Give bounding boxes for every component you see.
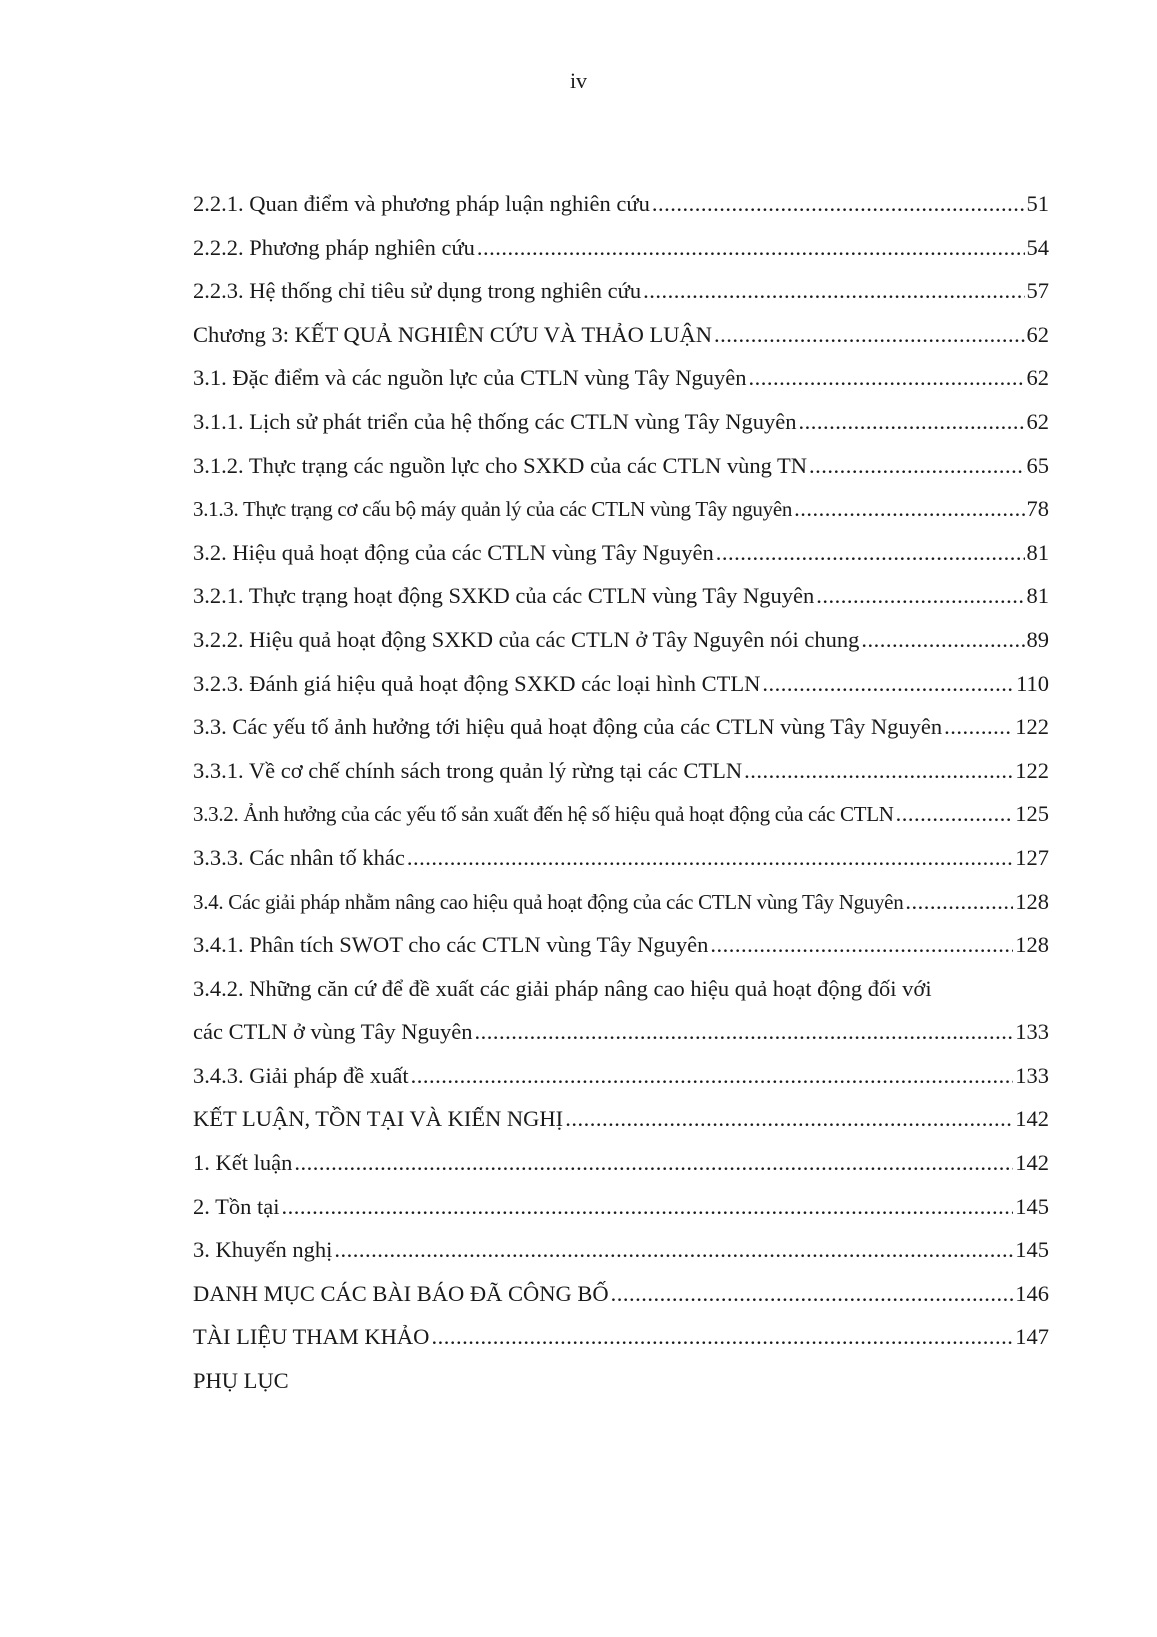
toc-entry-page: 65 bbox=[1026, 452, 1049, 478]
dot-leader bbox=[744, 749, 1013, 793]
dot-leader bbox=[281, 1185, 1013, 1229]
dot-leader bbox=[565, 1097, 1013, 1141]
toc-entry-page: 62 bbox=[1026, 408, 1049, 434]
table-of-contents bbox=[193, 182, 1049, 1403]
toc-entry[interactable] bbox=[193, 531, 1049, 575]
toc-entry-page: 146 bbox=[1015, 1280, 1049, 1306]
dot-leader bbox=[714, 313, 1024, 357]
toc-entry[interactable] bbox=[193, 226, 1049, 270]
toc-entry-title: PHỤ LỤC bbox=[193, 1368, 289, 1394]
dot-leader bbox=[710, 923, 1013, 967]
toc-entry[interactable] bbox=[193, 444, 1049, 488]
toc-entry-page: 54 bbox=[1026, 234, 1049, 260]
toc-entry-page: 122 bbox=[1015, 757, 1049, 783]
dot-leader bbox=[749, 356, 1025, 400]
toc-entry-title: 3.3.1. Về cơ chế chính sách trong quản lý rừng tại các CTLN bbox=[193, 757, 743, 783]
toc-entry[interactable] bbox=[193, 1185, 1049, 1229]
dot-leader bbox=[643, 269, 1024, 313]
toc-entry-page: 89 bbox=[1026, 626, 1049, 652]
toc-entry-page: 78 bbox=[1026, 496, 1049, 522]
toc-entry-page: 125 bbox=[1015, 801, 1049, 827]
toc-entry-page: 81 bbox=[1026, 539, 1049, 565]
toc-entry-page: 110 bbox=[1016, 670, 1049, 696]
toc-entry[interactable] bbox=[193, 1228, 1049, 1272]
toc-entry[interactable] bbox=[193, 313, 1049, 357]
dot-leader bbox=[861, 618, 1024, 662]
toc-entry-title: 3.4.1. Phân tích SWOT cho các CTLN vùng Tây Nguyên bbox=[193, 932, 709, 958]
dot-leader bbox=[816, 574, 1024, 618]
toc-entry[interactable] bbox=[193, 705, 1049, 749]
toc-entry-title: 3.2.1. Thực trạng hoạt động SXKD của các CTLN vùng Tây Nguyên bbox=[193, 583, 815, 609]
toc-entry-page: 81 bbox=[1026, 583, 1049, 609]
dot-leader bbox=[794, 487, 1024, 531]
dot-leader bbox=[411, 1054, 1014, 1098]
toc-entry-page: 122 bbox=[1015, 714, 1049, 740]
toc-entry[interactable] bbox=[193, 574, 1049, 618]
toc-entry-page: 142 bbox=[1015, 1150, 1049, 1176]
dot-leader bbox=[294, 1141, 1013, 1185]
toc-entry-page: 128 bbox=[1015, 932, 1049, 958]
dot-leader bbox=[799, 400, 1025, 444]
toc-entry-title-line-1: 3.4.2. Những căn cứ để đề xuất các giải pháp nâng cao hiệu quả hoạt động đối với bbox=[193, 975, 932, 1001]
dot-leader bbox=[762, 662, 1014, 706]
toc-entry-page: 145 bbox=[1015, 1237, 1049, 1263]
dot-leader bbox=[431, 1315, 1013, 1359]
toc-entry[interactable] bbox=[193, 792, 1049, 836]
toc-entry-page: 133 bbox=[1015, 1062, 1049, 1088]
toc-entry-title: KẾT LUẬN, TỒN TẠI VÀ KIẾN NGHỊ bbox=[193, 1106, 564, 1132]
toc-entry[interactable] bbox=[193, 1315, 1049, 1359]
toc-entry[interactable] bbox=[193, 269, 1049, 313]
toc-entry-title: 2. Tồn tại bbox=[193, 1193, 280, 1219]
dot-leader bbox=[809, 444, 1024, 488]
toc-entry-page: 145 bbox=[1015, 1193, 1049, 1219]
dot-leader bbox=[475, 1010, 1014, 1054]
toc-entry-page: 142 bbox=[1015, 1106, 1049, 1132]
toc-entry-page: 127 bbox=[1015, 844, 1049, 870]
toc-entry[interactable] bbox=[193, 618, 1049, 662]
dot-leader bbox=[652, 182, 1025, 226]
toc-entry-title: 3.1. Đặc điểm và các nguồn lực của CTLN vùng Tây Nguyên bbox=[193, 365, 747, 391]
toc-entry-page: 62 bbox=[1026, 321, 1049, 347]
toc-entry-page: 57 bbox=[1026, 278, 1049, 304]
toc-entry-title: TÀI LIỆU THAM KHẢO bbox=[193, 1324, 430, 1350]
toc-entry-title: 3.4.3. Giải pháp đề xuất bbox=[193, 1062, 409, 1088]
toc-entry-page: 51 bbox=[1026, 191, 1049, 216]
dot-leader bbox=[716, 531, 1025, 575]
toc-entry-title: DANH MỤC CÁC BÀI BÁO ĐÃ CÔNG BỐ bbox=[193, 1280, 609, 1306]
page-number: iv bbox=[569, 68, 588, 93]
toc-entry-title: 3.3.3. Các nhân tố khác bbox=[193, 844, 405, 870]
toc-entry-page: 133 bbox=[1015, 1019, 1049, 1045]
toc-entry-title: 2.2.3. Hệ thống chỉ tiêu sử dụng trong nghiên cứu bbox=[193, 278, 642, 304]
toc-entry-page: 128 bbox=[1015, 888, 1049, 914]
toc-entry[interactable] bbox=[193, 400, 1049, 444]
toc-entry-title: 3.3.2. Ảnh hưởng của các yếu tố sản xuất đến hệ số hiệu quả hoạt động của các CTLN bbox=[193, 802, 894, 827]
toc-entry-page: 62 bbox=[1026, 365, 1049, 391]
toc-entry-title: 3.4. Các giải pháp nhằm nâng cao hiệu quả hoạt động của các CTLN vùng Tây Nguyên bbox=[193, 889, 904, 914]
toc-entry[interactable] bbox=[193, 923, 1049, 967]
toc-entry-title: 2.2.1. Quan điểm và phương pháp luận nghiên cứu bbox=[193, 191, 650, 216]
toc-entry[interactable] bbox=[193, 749, 1049, 793]
toc-entry[interactable] bbox=[193, 487, 1049, 531]
dot-leader bbox=[407, 836, 1013, 880]
toc-entry[interactable] bbox=[193, 662, 1049, 706]
toc-entry[interactable] bbox=[193, 1272, 1049, 1316]
toc-entry-title: 3.2.2. Hiệu quả hoạt động SXKD của các CTLN ở Tây Nguyên nói chung bbox=[193, 626, 860, 652]
toc-entry-title: 3. Khuyến nghị bbox=[193, 1237, 333, 1263]
dot-leader bbox=[477, 226, 1025, 270]
toc-entry-title-line-2: các CTLN ở vùng Tây Nguyên bbox=[193, 1019, 473, 1045]
dot-leader bbox=[611, 1272, 1014, 1316]
dot-leader bbox=[944, 705, 1013, 749]
toc-entry[interactable] bbox=[193, 356, 1049, 400]
toc-entry-title: 3.1.1. Lịch sử phát triển của hệ thống các CTLN vùng Tây Nguyên bbox=[193, 408, 797, 434]
toc-entry[interactable] bbox=[193, 1097, 1049, 1141]
toc-entry[interactable] bbox=[193, 880, 1049, 924]
toc-entry-title: 1. Kết luận bbox=[193, 1150, 293, 1176]
dot-leader bbox=[896, 792, 1014, 836]
toc-entry[interactable] bbox=[193, 1359, 1049, 1403]
toc-entry-page: 147 bbox=[1015, 1324, 1049, 1350]
toc-entry-title: 3.1.2. Thực trạng các nguồn lực cho SXKD của các CTLN vùng TN bbox=[193, 452, 808, 478]
toc-entry[interactable] bbox=[193, 967, 1049, 1054]
toc-entry-title: Chương 3: KẾT QUẢ NGHIÊN CỨU VÀ THẢO LUẬN bbox=[193, 321, 713, 347]
toc-entry-title: 2.2.2. Phương pháp nghiên cứu bbox=[193, 234, 475, 260]
toc-entry-title: 3.3. Các yếu tố ảnh hưởng tới hiệu quả hoạt động của các CTLN vùng Tây Nguyên bbox=[193, 714, 943, 740]
toc-entry-title: 3.2.3. Đánh giá hiệu quả hoạt động SXKD các loại hình CTLN bbox=[193, 670, 761, 696]
toc-entry-title: 3.2. Hiệu quả hoạt động của các CTLN vùng Tây Nguyên bbox=[193, 539, 714, 565]
dot-leader bbox=[905, 880, 1013, 924]
toc-entry[interactable] bbox=[193, 1141, 1049, 1185]
toc-entry[interactable] bbox=[193, 1054, 1049, 1098]
toc-entry[interactable] bbox=[193, 836, 1049, 880]
toc-entry-title: 3.1.3. Thực trạng cơ cấu bộ máy quản lý của các CTLN vùng Tây nguyên bbox=[193, 497, 793, 522]
dot-leader bbox=[334, 1228, 1013, 1272]
toc-entry[interactable] bbox=[193, 182, 1049, 226]
